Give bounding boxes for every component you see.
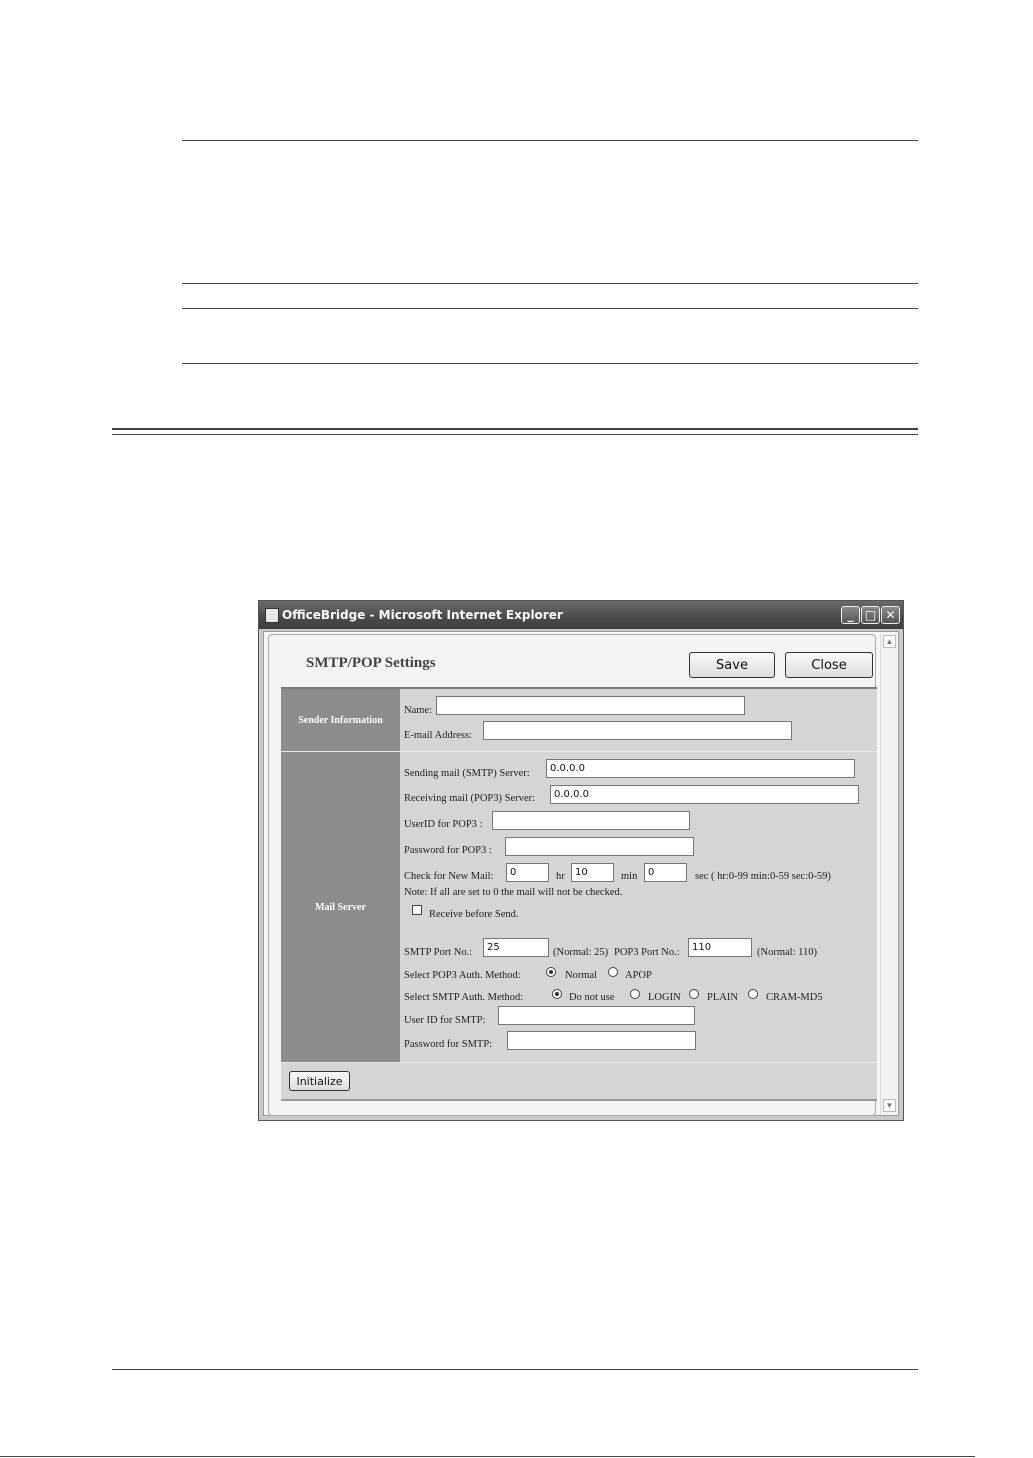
horizontal-rule — [182, 283, 918, 284]
pop3-server-label: Receiving mail (POP3) Server: — [404, 793, 535, 804]
smtp-auth-crammd5-label: CRAM-MD5 — [766, 992, 823, 1003]
hours-label: hr — [556, 871, 565, 882]
initialize-button[interactable]: Initialize — [289, 1071, 350, 1091]
smtp-auth-plain-label: PLAIN — [707, 992, 738, 1003]
check-minutes-field[interactable]: 10 — [571, 863, 614, 882]
mail-server-row — [281, 752, 877, 1063]
smtp-auth-login-label: LOGIN — [648, 992, 681, 1003]
mail-server-label: Mail Server — [281, 752, 400, 1062]
smtp-auth-none-radio[interactable] — [552, 989, 562, 999]
smtp-server-label: Sending mail (SMTP) Server: — [404, 768, 530, 779]
scroll-down-icon[interactable]: ▼ — [883, 1099, 896, 1112]
close-button[interactable]: Close — [785, 652, 873, 678]
scroll-up-icon[interactable]: ▲ — [883, 635, 896, 648]
dialog-title: SMTP/POP Settings — [306, 655, 436, 671]
ie-page-icon — [265, 608, 279, 623]
vertical-scrollbar[interactable] — [880, 633, 897, 1114]
save-button[interactable]: Save — [689, 652, 775, 678]
seconds-range-label: sec ( hr:0-99 min:0-59 sec:0-59) — [695, 871, 831, 882]
sender-information-label: Sender Information — [281, 689, 400, 751]
horizontal-rule — [182, 308, 918, 309]
settings-dialog — [268, 634, 876, 1116]
pop3-port-label: POP3 Port No.: — [614, 947, 680, 958]
receive-before-send-label: Receive before Send. — [429, 909, 519, 920]
smtp-server-field[interactable]: 0.0.0.0 — [546, 759, 855, 778]
page-bottom-rule — [0, 1456, 975, 1457]
smtp-port-normal: (Normal: 25) — [553, 947, 609, 958]
smtp-password-field[interactable] — [507, 1031, 696, 1050]
close-window-button[interactable]: ✕ — [881, 606, 900, 624]
pop3-server-field[interactable]: 0.0.0.0 — [550, 785, 859, 804]
smtp-userid-label: User ID for SMTP: — [404, 1015, 486, 1026]
pop3-userid-label: UserID for POP3 : — [404, 819, 483, 830]
smtp-password-label: Password for SMTP: — [404, 1039, 493, 1050]
pop3-auth-apop-label: APOP — [625, 970, 652, 981]
section-double-rule-bottom — [112, 434, 918, 435]
pop3-userid-field[interactable] — [492, 811, 690, 830]
pop3-auth-label: Select POP3 Auth. Method: — [404, 970, 521, 981]
settings-form — [281, 687, 877, 1063]
maximize-button[interactable]: □ — [861, 606, 880, 624]
sender-information-fields — [400, 689, 877, 751]
email-label: E-mail Address: — [404, 730, 472, 741]
smtp-auth-plain-radio[interactable] — [689, 989, 699, 999]
check-hours-field[interactable]: 0 — [506, 863, 549, 882]
name-field[interactable] — [436, 696, 745, 715]
pop3-auth-normal-label: Normal — [565, 970, 598, 981]
dialog-footer — [281, 1063, 877, 1101]
horizontal-rule — [182, 140, 918, 141]
smtp-port-label: SMTP Port No.: — [404, 947, 473, 958]
pop3-auth-normal-radio[interactable] — [546, 967, 556, 977]
smtp-auth-label: Select SMTP Auth. Method: — [404, 992, 524, 1003]
pop3-password-field[interactable] — [505, 837, 694, 856]
check-new-mail-label: Check for New Mail: — [404, 871, 494, 882]
sender-information-row — [281, 689, 877, 752]
smtp-auth-login-radio[interactable] — [630, 989, 640, 999]
pop3-password-label: Password for POP3 : — [404, 845, 492, 856]
smtp-auth-none-label: Do not use — [569, 992, 615, 1003]
pop3-port-field[interactable]: 110 — [688, 938, 752, 957]
browser-content — [263, 631, 899, 1116]
smtp-port-field[interactable]: 25 — [483, 938, 549, 957]
check-note: Note: If all are set to 0 the mail will not be checked. — [404, 887, 623, 898]
minutes-label: min — [621, 871, 638, 882]
check-seconds-field[interactable]: 0 — [644, 863, 687, 882]
footer-rule — [112, 1369, 918, 1370]
minimize-button[interactable]: _ — [841, 606, 860, 624]
smtp-auth-crammd5-radio[interactable] — [748, 989, 758, 999]
window-titlebar[interactable] — [259, 601, 903, 629]
pop3-auth-apop-radio[interactable] — [608, 967, 618, 977]
name-label: Name: — [404, 705, 432, 716]
window-title: OfficeBridge - Microsoft Internet Explorer — [282, 608, 563, 622]
email-field[interactable] — [483, 721, 792, 740]
ie-window — [258, 600, 904, 1121]
receive-before-send-checkbox[interactable] — [412, 905, 422, 915]
section-double-rule-top — [112, 428, 918, 430]
horizontal-rule — [182, 363, 918, 364]
mail-server-fields — [400, 752, 877, 1062]
pop3-port-normal: (Normal: 110) — [757, 947, 817, 958]
smtp-userid-field[interactable] — [498, 1006, 695, 1025]
